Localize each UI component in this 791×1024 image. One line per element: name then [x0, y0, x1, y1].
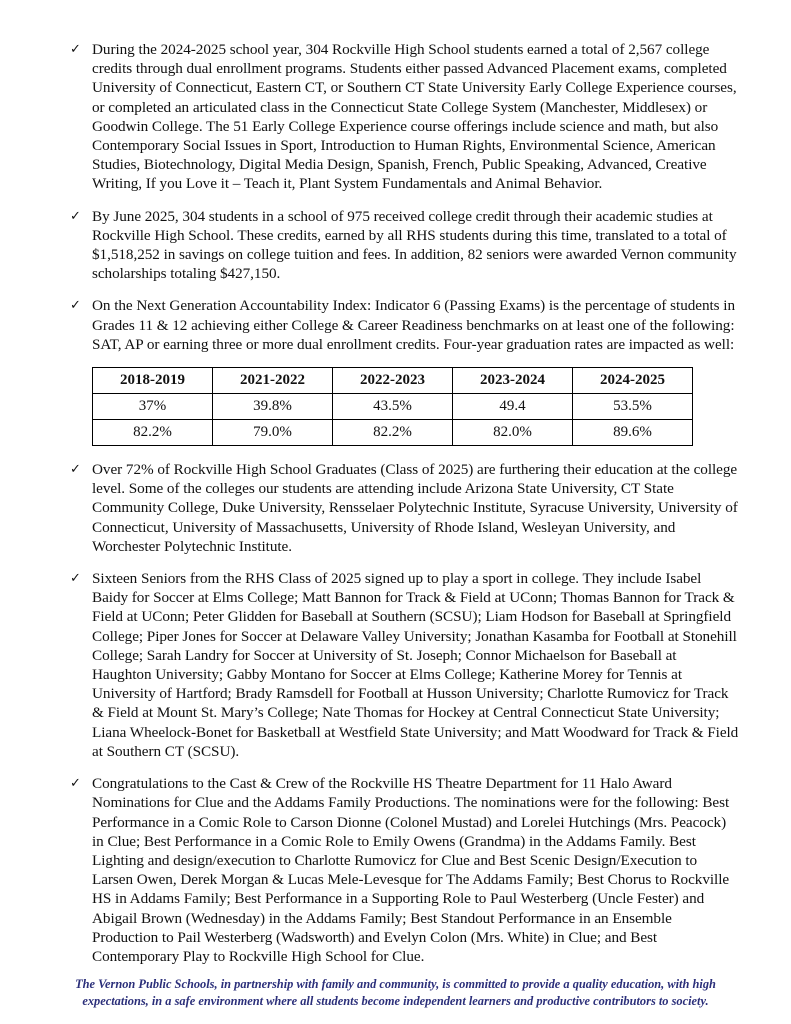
- table-cell: 82.0%: [453, 420, 573, 446]
- table-cell: 89.6%: [573, 420, 693, 446]
- stats-table-container: [92, 367, 693, 446]
- table-cell: 39.8%: [213, 394, 333, 420]
- checkmark-icon: ✓: [70, 462, 81, 478]
- checkmark-icon: ✓: [70, 298, 81, 314]
- paragraph-athlete-signings: Sixteen Seniors from the RHS Class of 2025 signed up to play a sport in college. They include Isabel Baidy for Soccer at Elms College; Matt Bannon for Track & Field at UConn; Thomas Bannon for Track & Field at UConn; Peter Glidden for Baseball at Southern (SCSU); Liam Hodson for Baseball at Springfield College; Piper Jones for Soccer at Delaware Valley University; Jonathan Kasamba for Football at Stonehill College; Sarah Landry for Soccer at University of St. Joseph; Connor Michaelson for Baseball at Haughton University; Gabby Montano for Soccer at Elms College; Katherine Morey for Tennis at University of Hartford; Brady Ramsdell for Football at Husson University; Charlotte Rumovicz for Track & Field at Mount St. Mary’s College; Nate Thomas for Hockey at Central Connecticut State University; Liana Wheelock-Bonet for Basketball at Westfield State University; and Matt Woodward for Track & Field at Southern CT (SCSU).: [92, 570, 739, 760]
- table-cell: 37%: [93, 394, 213, 420]
- table-cell: 82.2%: [333, 420, 453, 446]
- table-cell: 49.4: [453, 394, 573, 420]
- mission-statement-footer: [0, 976, 791, 1010]
- checkmark-icon: ✓: [70, 42, 81, 57]
- paragraph-college-enrollment: Over 72% of Rockville High School Graduates (Class of 2025) are furthering their education at the college level. Some of the colleges our students are attending include Arizona State University, CT State Community College, Duke University, Rensselaer Polytechnic Institute, Syracuse University, University of Connecticut, University of Massachusetts, University of Rhode Island, Wesleyan University, and Worchester Polytechnic Institute.: [92, 461, 738, 555]
- list-item-college-enrollment: [52, 460, 739, 556]
- table-header-cell: 2023-2024: [453, 368, 573, 394]
- table-cell: 82.2%: [93, 420, 213, 446]
- table-cell: 43.5%: [333, 394, 453, 420]
- list-item-athlete-signings: [52, 569, 739, 761]
- stats-table: [92, 367, 693, 446]
- paragraph-theatre-halo-awards: Congratulations to the Cast & Crew of the Rockville HS Theatre Department for 11 Halo Award Nominations for Clue and the Addams Family Productions. The nominations were for the following: Best Performance in a Comic Role to Carson Dionne (Colonel Mustad) and Lorelei Hutchings (Mrs. Peacock) in Clue; Best Performance in a Comic Role to Emily Owens (Grandma) in the Addams Family. Best Lighting and design/execution to Charlotte Rumovicz for Clue and Best Scenic Design/Execution to Larsen Owen, Derek Morgan & Lucas Mele-Levesque for The Addams Family; Best Chorus to Rockville HS in Addams Family; Best Performance in a Supporting Role to Paul Westerberg (Uncle Fester) and Abigail Brown (Wednesday) in the Addams Family; Best Standout Performance in an Ensemble Production to Pail Westerberg (Wadsworth) and Evelyn Colon (Mrs. White) in Clue; and Best Contemporary Play to Rockville High School for Clue.: [92, 775, 730, 965]
- table-row: [93, 394, 693, 420]
- footer-line-2: expectations, in a safe environment where all students become independent learners and productive contributors to society.: [82, 994, 709, 1008]
- paragraph-accountability-index: On the Next Generation Accountability Index: Indicator 6 (Passing Exams) is the percentage of students in Grades 11 & 12 achieving either College & Career Readiness benchmarks on at least one of the following: SAT, AP or earning three or more dual enrollment credits. Four-year graduation rates are impacted as well:: [92, 297, 736, 353]
- table-header-cell: 2018-2019: [93, 368, 213, 394]
- checkmark-icon: ✓: [70, 776, 81, 792]
- table-header-row: [93, 368, 693, 394]
- checkmark-icon: ✓: [70, 208, 81, 224]
- bullet-list: [52, 40, 739, 966]
- table-row: [93, 420, 693, 446]
- table-cell: 79.0%: [213, 420, 333, 446]
- table-header-cell: 2022-2023: [333, 368, 453, 394]
- checkmark-icon: ✓: [70, 571, 81, 587]
- paragraph-dual-enrollment: During the 2024-2025 school year, 304 Rockville High School students earned a total of 2,567 college credits through dual enrollment programs. Students either passed Advanced Placement exams, completed University of Connecticut, Eastern CT, or Southern CT State University Early College Experience courses, or completed an articulated class in the Connecticut State College System (Manchester, Middlesex) or Goodwin College. The 51 Early College Experience course offerings include science and math, but also Contemporary Social Issues in Sport, Introduction to Human Rights, Environmental Science, American Studies, Biotechnology, Digital Media Design, Spanish, French, Public Speaking, Advanced, Creative Writing, If you Love it – Teach it, Plant System Fundamentals and Animal Behavior.: [92, 41, 737, 193]
- footer-line-1: The Vernon Public Schools, in partnership with family and community, is committed to provide a quality education, with high: [75, 977, 716, 991]
- list-item-accountability-index: [52, 296, 739, 354]
- list-item-theatre-halo-awards: [52, 774, 739, 966]
- list-item-dual-enrollment: [52, 40, 739, 194]
- table-header-cell: 2021-2022: [213, 368, 333, 394]
- list-item-college-credit-savings: [52, 207, 739, 284]
- table-header-cell: 2024-2025: [573, 368, 693, 394]
- paragraph-college-credit-savings: By June 2025, 304 students in a school of 975 received college credit through their academic studies at Rockville High School. These credits, earned by all RHS students during this time, translated to a total of $1,518,252 in savings on college tuition and fees. In addition, 82 seniors were awarded Vernon community scholarships totaling $427,150.: [92, 207, 737, 283]
- table-cell: 53.5%: [573, 394, 693, 420]
